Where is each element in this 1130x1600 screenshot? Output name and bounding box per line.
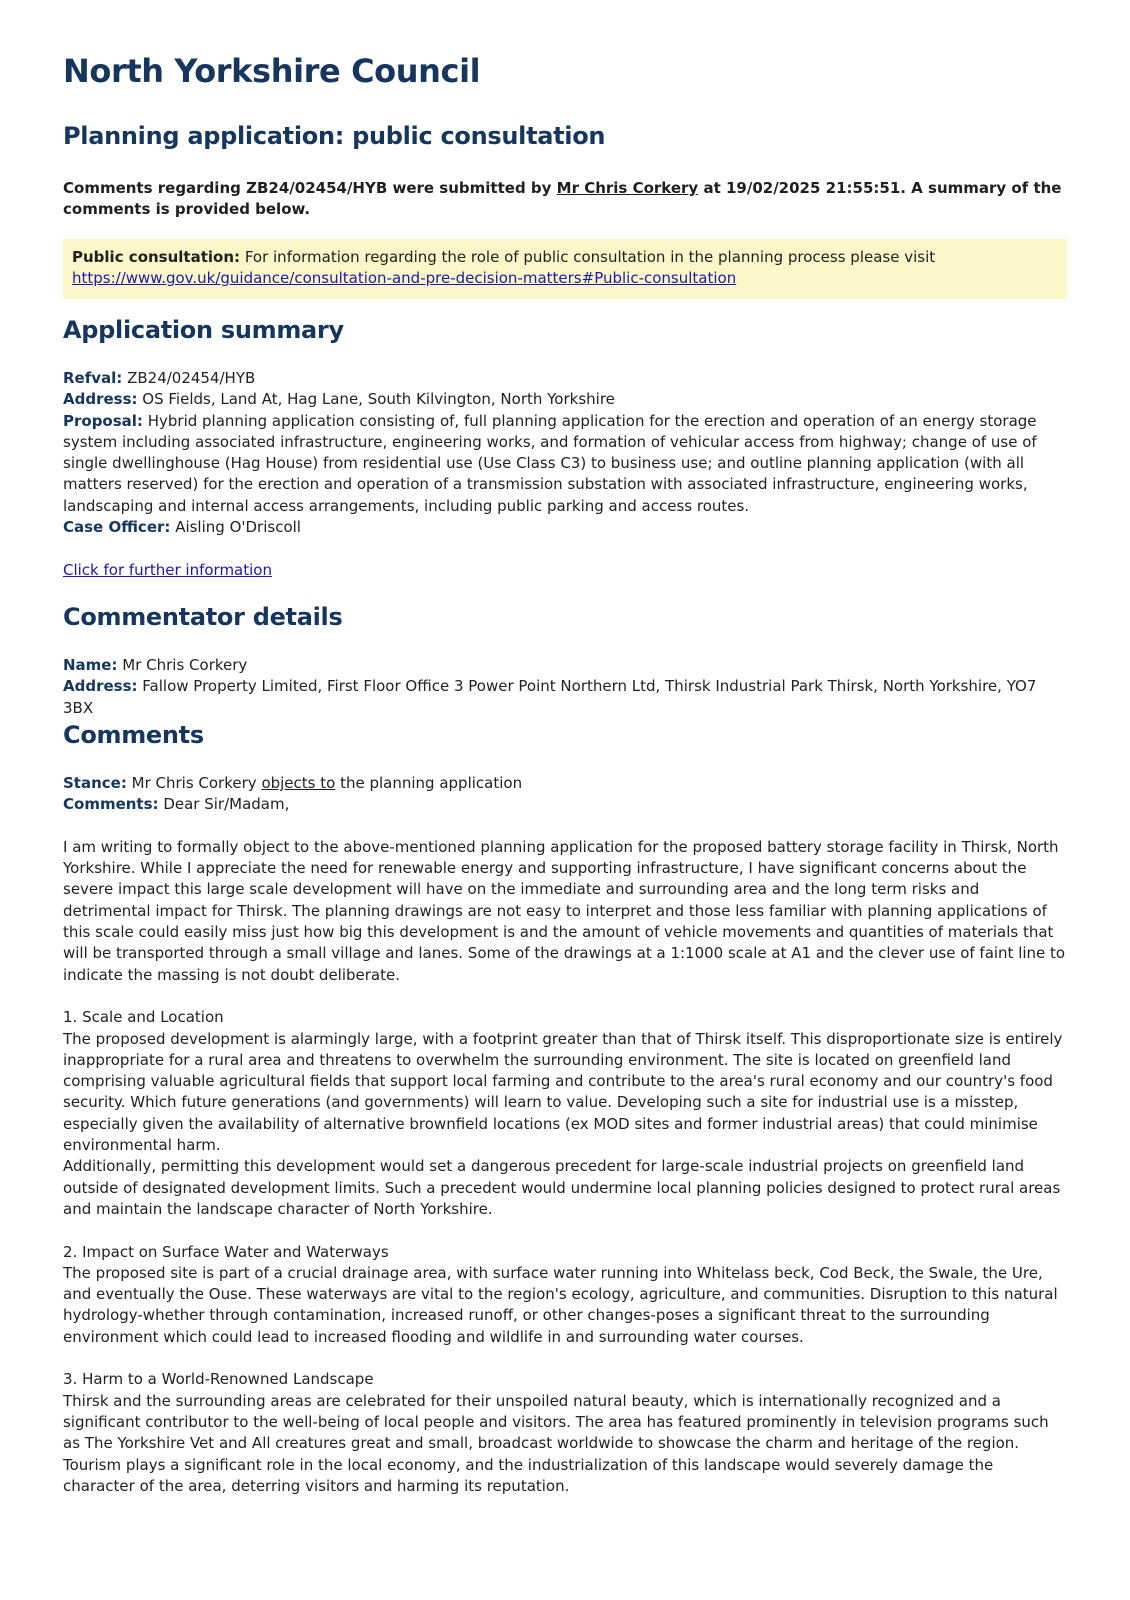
stance-row [63, 773, 1067, 794]
salutation: Dear Sir/Madam, [163, 795, 290, 814]
section-2-text: The proposed site is part of a crucial drainage area, with surface water running into Whitelass beck, Cod Beck, the Swale, the Ure, and eventually the Ouse. These waterways are vital to the region's ecology, agriculture, and communities. Disruption to this natural hydrology-whether through contamination, increased runoff, or other changes-poses a significant threat to the surrounding environment which could lead to increased flooding and wildlife in and surrounding water courses. [63, 1263, 1058, 1346]
comments-body [63, 773, 1067, 1497]
application-summary-heading: Application summary [63, 316, 344, 344]
section-3-text: Thirsk and the surrounding areas are celebrated for their unspoiled natural beauty, which is internationally recognized and a significant contributor to the well-being of local people and visitors. The area has featured prominently in television programs such as The Yorkshire Vet and All creatures great and small, broadcast worldwide to showcase the charm and heritage of the region. Tourism plays a significant role in the local economy, and the industrialization of this landscape would severely damage the character of the area, deterring visitors and harming its reputation. [63, 1391, 1049, 1495]
section-1-text-a: The proposed development is alarmingly large, with a footprint greater than that of Thirsk itself. This disproportionate size is entirely inappropriate for a rural area and threatens to overwhelm the surrounding environment. The site is located on greenfield land comprising valuable agricultural fields that support local farming and contribute to the area's rural economy and our country's food security. Which future generations (and governments) will learn to value. Developing such a site for industrial use is a misstep, especially given the availability of alternative brownfield locations (ex MOD sites and former industrial areas) that could minimise environmental harm. [63, 1029, 1063, 1155]
name-row [63, 655, 1067, 676]
stance-name: Mr Chris Corkery [131, 774, 257, 792]
page-subtitle: Planning application: public consultation [63, 122, 606, 150]
stance-label: Stance: [63, 774, 127, 792]
case-officer-row [63, 517, 1067, 538]
case-officer-label: Case Officer: [63, 518, 171, 537]
intro-prefix: Comments regarding ZB24/02454/HYB were submitted by [63, 179, 552, 197]
stance-suffix: the planning application [340, 774, 523, 792]
proposal-row [63, 411, 1067, 517]
comments-label: Comments: [63, 795, 159, 814]
commenter-link[interactable]: Mr Chris Corkery [556, 179, 699, 197]
case-officer-value: Aisling O'Driscoll [175, 518, 301, 537]
address-value: OS Fields, Land At, Hag Lane, South Kilvington, North Yorkshire [142, 390, 615, 409]
address-label: Address: [63, 390, 138, 409]
further-info-link[interactable]: Click for further information [63, 560, 272, 579]
section-1-title: 1. Scale and Location [63, 1008, 224, 1027]
proposal-value: Hybrid planning application consisting of, full planning application for the erection and operation of an energy storage system including associated infrastructure, engineering works, and formation of vehicular access from highway; change of use of single dwellinghouse (Hag House) from residential use (Use Class C3) to business use; and outline planning application (with all matters reserved) for the erection and operation of a transmission substation with associated infrastructure, engineering works, landscaping and internal access arrangements, including public parking and access routes. [63, 411, 1037, 515]
comments-row [63, 794, 1067, 815]
notice-label: Public consultation: [72, 248, 241, 266]
stance-verb: objects to [261, 774, 336, 792]
council-title: North Yorkshire Council [63, 52, 481, 90]
refval-value: ZB24/02454/HYB [127, 369, 256, 387]
section-1-text-b: Additionally, permitting this development would set a dangerous precedent for large-scale industrial projects on greenfield land outside of designated development limits. Such a precedent would undermine local planning policies designed to protect rural areas and maintain the landscape character of North Yorkshire. [63, 1157, 1061, 1218]
address-row [63, 389, 1067, 410]
notice-text: For information regarding the role of public consultation in the planning process please visit [244, 248, 936, 266]
commentator-details [63, 655, 1067, 719]
proposal-label: Proposal: [63, 411, 143, 430]
application-summary [63, 368, 1067, 581]
submission-intro [63, 178, 1067, 220]
commentator-address-value: Fallow Property Limited, First Floor Office 3 Power Point Northern Ltd, Thirsk Industrial Park Thirsk, North Yorkshire, YO7 3BX [63, 677, 1037, 717]
paragraph-1: I am writing to formally object to the above-mentioned planning application for the proposed battery storage facility in Thirsk, North Yorkshire. While I appreciate the need for renewable energy and supporting infrastructure, I have significant concerns about the severe impact this large scale development will have on the immediate and surrounding area and the long term risks and detrimental impact for Thirsk. The planning drawings are not easy to interpret and those less familiar with planning applications of this scale could easily miss just how big this development is and the amount of vehicle movements and quantities of materials that will be transported through a small village and lanes. Some of the drawings at a 1:1000 scale at A1 and the clever use of faint line to indicate the massing is not doubt deliberate. [63, 837, 1066, 984]
section-2-title: 2. Impact on Surface Water and Waterways [63, 1242, 389, 1261]
guidance-link[interactable]: https://www.gov.uk/guidance/consultation-and-pre-decision-matters#Public-consultation [72, 269, 737, 287]
name-label: Name: [63, 656, 118, 674]
refval-row [63, 368, 1067, 389]
commentator-address-row [63, 676, 1067, 719]
section-3-title: 3. Harm to a World-Renowned Landscape [63, 1370, 374, 1389]
commentator-address-label: Address: [63, 677, 138, 696]
comments-heading: Comments [63, 721, 204, 749]
name-value: Mr Chris Corkery [122, 656, 248, 674]
intro-suffix: at 19/02/2025 21:55:51. A summary of the comments is provided below. [63, 179, 1062, 218]
commentator-heading: Commentator details [63, 603, 343, 631]
refval-label: Refval: [63, 369, 123, 387]
consultation-notice [63, 239, 1067, 299]
